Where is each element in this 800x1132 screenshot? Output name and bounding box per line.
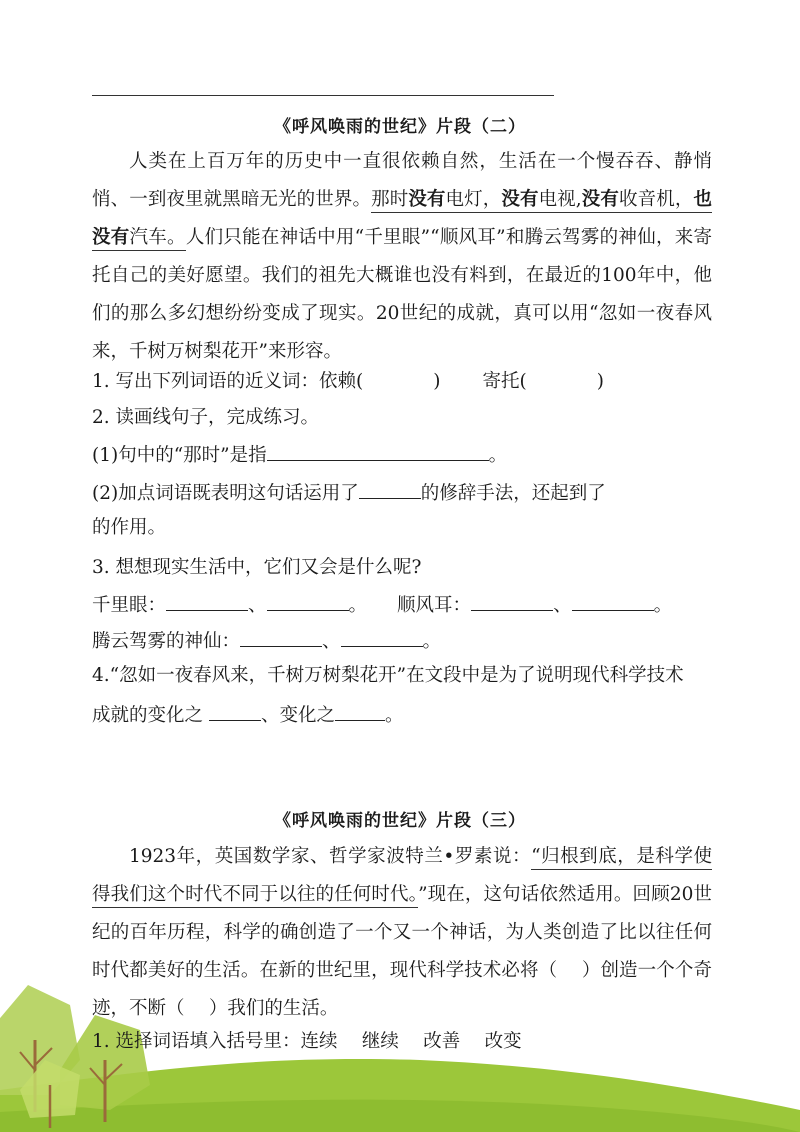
dotted-word: 没有 <box>501 189 539 210</box>
q3-sep: 、 <box>248 595 267 616</box>
q1-close: ) <box>433 371 441 392</box>
q3-shunfenger: 顺风耳： <box>397 595 472 616</box>
u-text: 汽车。 <box>129 227 186 248</box>
q2-1-end: 。 <box>488 445 508 466</box>
question-3: 3. 想想现实生活中，它们又会是什么呢? <box>92 557 422 578</box>
passage-text-a: 人类在上百万年的历史中一直很依赖自然，生活在一个慢吞吞、静悄悄、一到夜里就黑暗无光的世界。 <box>92 151 712 210</box>
section3-question-1: 1. 选择词语填入括号里：连续 继续 改善 改变 <box>92 1031 522 1052</box>
q3-shenxian: 腾云驾雾的神仙： <box>92 631 241 652</box>
question-2: 2. 读画线句子，完成练习。 <box>92 407 320 428</box>
dotted-word: 没有 <box>581 189 619 210</box>
section2-title: 《呼风唤雨的世纪》片段（二） <box>274 117 526 137</box>
dotted-word: 没有 <box>408 189 446 210</box>
q2-2-text-a: (2)加点词语既表明这句话运用了 <box>92 483 359 504</box>
q3-end: 。 <box>653 595 673 616</box>
question-4: 4.“忽如一夜春风来，千树万树梨花开”在文段中是为了说明现代科学技术 <box>92 665 684 686</box>
q3-qianliyan: 千里眼： <box>92 595 167 616</box>
section3-title: 《呼风唤雨的世纪》片段（三） <box>274 811 526 831</box>
q3-end: 。 <box>348 595 368 616</box>
u-text: 那时 <box>371 189 409 210</box>
q1-word2: 寄托( <box>482 371 527 392</box>
q3-end: 。 <box>422 631 442 652</box>
u-text: 电视, <box>538 189 582 210</box>
q4-text-b: 成就的变化之 <box>92 705 204 726</box>
passage-text-b: 人们只能在神话中用“千里眼”“顺风耳”和腾云驾雾的神仙，来寄托自己的美好愿望。我们的祖先大概谁也没有料到，在最近的100年中，他们的那么多幻想纷纷变成了现实。20世纪的成就，真可以用“忽如一夜春风来，千树万树梨花开”来形容。 <box>92 227 712 362</box>
q3-sep: 、 <box>322 631 341 652</box>
q2-2-text-b: 的修辞手法，还起到了 <box>420 483 606 504</box>
q4-text-c: 、变化之 <box>261 705 336 726</box>
underlined-quote: “归根到底，是科学使得我们这个时代不同于以往的任何时代。 <box>92 846 712 908</box>
passage3-text-a: 1923年，英国数学家、哲学家波特兰•罗素说： <box>129 846 532 867</box>
q1-close2: ) <box>596 371 604 392</box>
u-text: 电灯， <box>445 189 502 210</box>
q1-label: 1. 写出下列词语的近义词：依赖( <box>92 371 364 392</box>
u-text: 收音机， <box>619 189 694 210</box>
q4-text-d: 。 <box>385 705 404 726</box>
dotted-word: 也没有 <box>92 189 712 248</box>
q3-sep: 、 <box>553 595 572 616</box>
passage3-text-b: ”现在，这句话依然适用。回顾20世纪的百年历程，科学的确创造了一个又一个神话，为人类创造了比以往任何时代都美好的生活。在新的世纪里，现代科学技术必将（ ）创造一个个奇迹，不断（ ）我们的生活。 <box>92 884 712 1019</box>
question-2-2-cont: 的作用。 <box>92 517 167 538</box>
q2-1-text: (1)句中的“那时”是指 <box>92 445 267 466</box>
